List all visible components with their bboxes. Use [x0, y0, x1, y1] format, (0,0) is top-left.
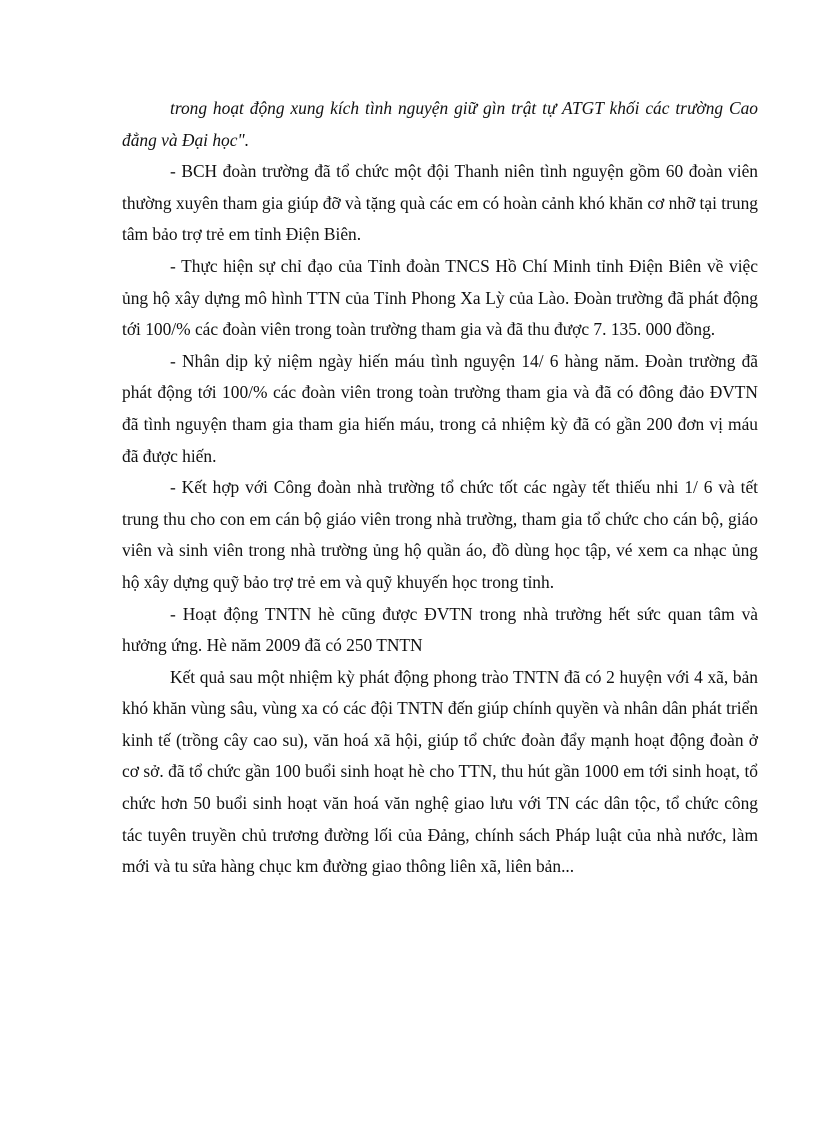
paragraph-volunteer-team: - BCH đoàn trường đã tổ chức một đội Thanh niên tình nguyện gồm 60 đoàn viên thường xuyên tham gia giúp đỡ và tặng quà các em có hoàn cảnh khó khăn cơ nhỡ tại trung tâm bảo trợ trẻ em tỉnh Điện Biên. — [122, 161, 758, 245]
paragraph-blood-donation: - Nhân dịp kỷ niệm ngày hiến máu tình nguyện 14/ 6 hàng năm. Đoàn trường đã phát động tới 100/% các đoàn viên trong toàn trường tham gia và đã có đông đảo ĐVTN đã tình nguyện tham gia tham gia hiến máu, trong cả nhiệm kỳ đã có gần 200 đơn vị máu đã được hiến. — [122, 350, 758, 466]
paragraph-children-festivals: - Kết hợp với Công đoàn nhà trường tổ chức tốt các ngày tết thiếu nhi 1/ 6 và tết trung thu cho con em cán bộ giáo viên trong nhà trường, tham gia tổ chức cho cán bộ, giáo viên và sinh viên trong nhà trường ủng hộ quần áo, đồ dùng học tập, vé xem ca nhạc ủng hộ xây dựng quỹ bảo trợ trẻ em và quỹ khuyến học trong tỉnh. — [122, 477, 758, 592]
paragraph-intro-continuation: trong hoạt động xung kích tình nguyện giữ gìn trật tự ATGT khối các trường Cao đẳng và Đại học". — [122, 98, 758, 150]
paragraph-summer-volunteer: - Hoạt động TNTN hè cũng được ĐVTN trong nhà trường hết sức quan tâm và hưởng ứng. Hè năm 2009 đã có 250 TNTN — [122, 603, 758, 656]
paragraph-laos-support: - Thực hiện sự chỉ đạo của Tỉnh đoàn TNCS Hồ Chí Minh tỉnh Điện Biên về việc ủng hộ xây dựng mô hình TTN của Tỉnh Phong Xa Lỳ của Lào. Đoàn trường đã phát động tới 100/% các đoàn viên trong toàn trường tham gia và đã thu được 7. 135. 000 đồng. — [122, 255, 758, 340]
paragraph-results-summary: Kết quả sau một nhiệm kỳ phát động phong trào TNTN đã có 2 huyện với 4 xã, bản khó khăn vùng sâu, vùng xa có các đội TNTN đến giúp chính quyền và nhân dân phát triển kinh tế (trồng cây cao su), văn hoá xã hội, giúp tổ chức đoàn đẩy mạnh hoạt động đoàn ở cơ sở. đã tổ chức gần 100 buổi sinh hoạt hè cho TTN, thu hút gần 1000 em tới sinh hoạt, tổ chức hơn 50 buổi sinh hoạt văn hoá văn nghệ giao lưu với TN các dân tộc, tổ chức công tác tuyên truyền chủ trương đường lối của Đảng, chính sách Pháp luật của nhà nước, làm mới và tu sửa hàng chục km đường giao thông liên xã, liên bản... — [122, 666, 758, 877]
document-body — [122, 93, 758, 883]
